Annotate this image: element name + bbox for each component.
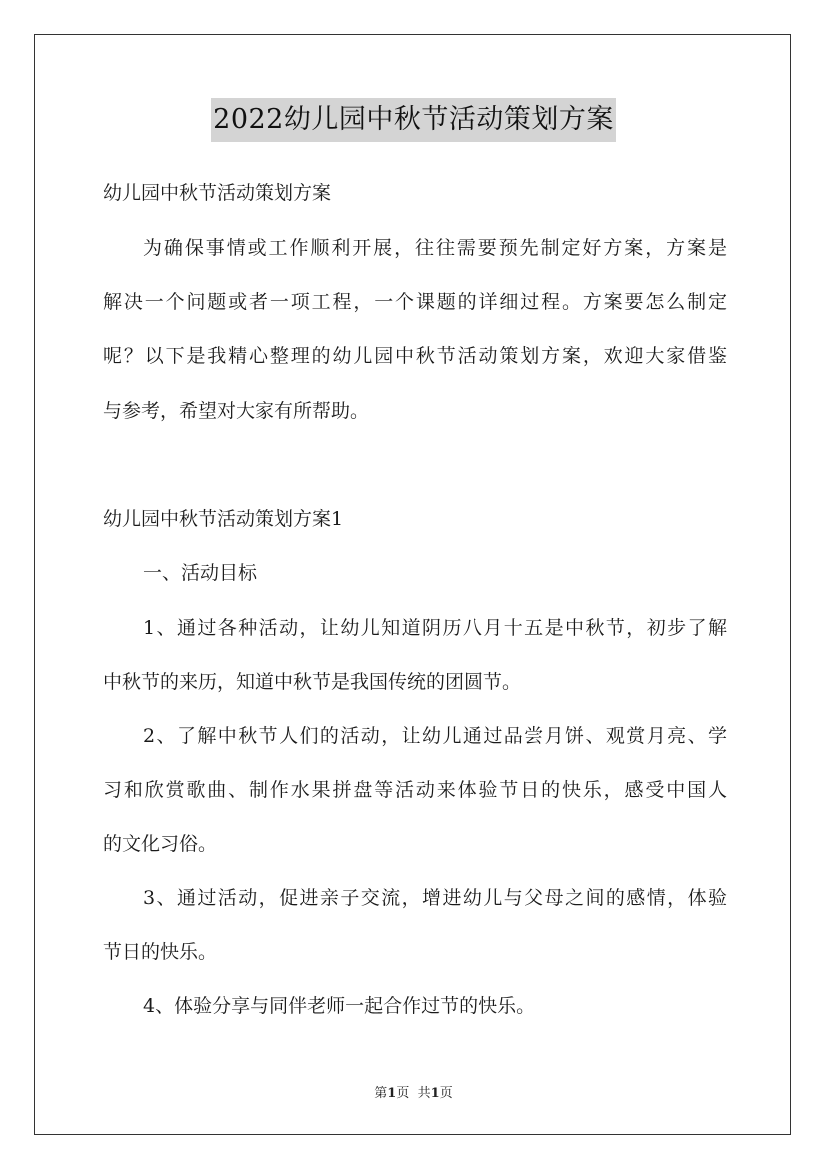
paragraph-line: 中秋节的来历，知道中秋节是我国传统的团圆节。: [103, 671, 522, 693]
total-prefix: 共: [417, 1086, 431, 1101]
paragraph-line: 2、了解中秋节人们的活动，让幼儿通过品尝月饼、观赏月亮、学: [143, 725, 727, 747]
section-heading: 幼儿园中秋节活动策划方案1: [103, 508, 344, 530]
paragraph-line: 呢？以下是我精心整理的幼儿园中秋节活动策划方案，欢迎大家借鉴: [103, 345, 727, 367]
page-number: 1: [387, 1086, 397, 1101]
document-title: 2022幼儿园中秋节活动策划方案: [211, 98, 616, 142]
subsection-heading: 一、活动目标: [143, 562, 258, 584]
paragraph-line: 为确保事情或工作顺利开展，往往需要预先制定好方案，方案是: [143, 237, 727, 259]
paragraph-line: 习和欣赏歌曲、制作水果拼盘等活动来体验节日的快乐，感受中国人: [103, 779, 727, 801]
title-container: [0, 98, 827, 142]
total-pages: 1: [430, 1086, 440, 1101]
paragraph-line: 3、通过活动，促进亲子交流，增进幼儿与父母之间的感情，体验: [143, 887, 727, 909]
paragraph-line: 的文化习俗。: [103, 833, 218, 855]
section-heading: 幼儿园中秋节活动策划方案: [103, 182, 332, 204]
paragraph-line: 解决一个问题或者一项工程，一个课题的详细过程。方案要怎么制定: [103, 291, 727, 313]
paragraph-line: 1、通过各种活动，让幼儿知道阴历八月十五是中秋节，初步了解: [143, 617, 727, 639]
page-footer: [0, 1082, 827, 1101]
page-suffix: 页: [396, 1086, 410, 1101]
paragraph-line: 节日的快乐。: [103, 941, 218, 963]
paragraph-line: 与参考，希望对大家有所帮助。: [103, 400, 370, 422]
page-prefix: 第: [374, 1086, 388, 1101]
paragraph-line: 4、体验分享与同伴老师一起合作过节的快乐。: [143, 995, 536, 1017]
total-suffix: 页: [439, 1086, 453, 1101]
